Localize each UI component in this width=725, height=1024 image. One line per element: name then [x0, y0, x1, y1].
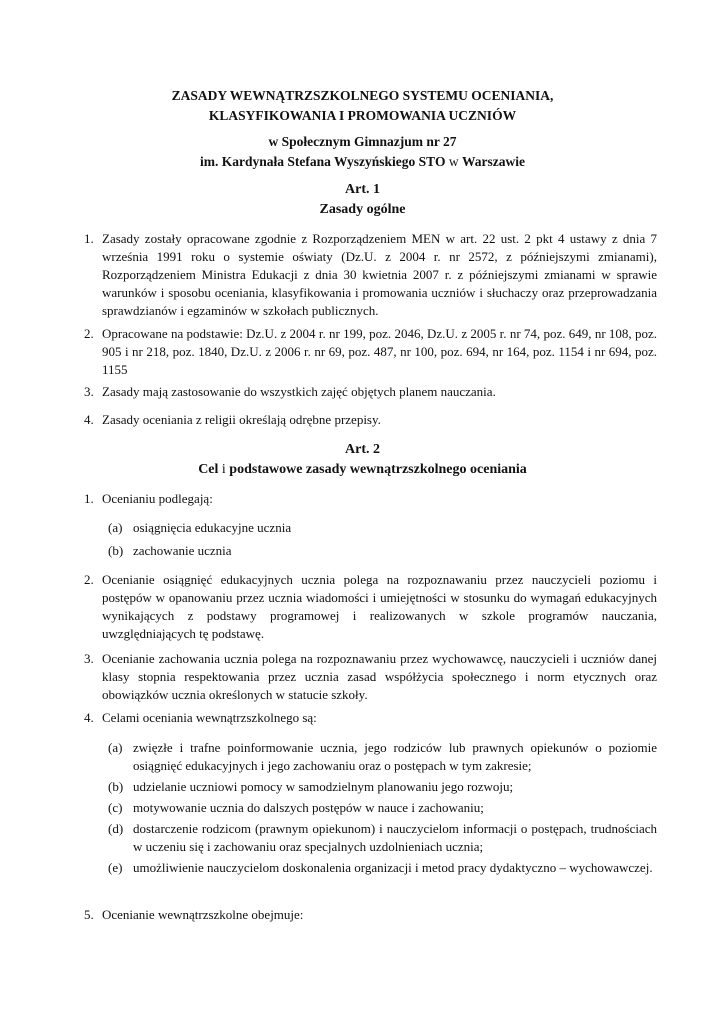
sub-item-label: (b) — [108, 779, 124, 794]
art-2-number: Art. 2 — [345, 442, 380, 457]
item-number: 4. — [84, 412, 94, 427]
document-title-line-1: ZASADY WEWNĄTRZSZKOLNEGO SYSTEMU OCENIANIA, — [171, 88, 554, 103]
item-text: Opracowane na podstawie: Dz.U. z 2004 r. nr 199, poz. 2046, Dz.U. z 2005 r. nr 74, poz. 649, nr 108, poz. 905 i nr 218, poz. 1840, Dz.U. z 2006 r. nr 69, poz. 487, nr 100, poz. 694, nr 164, poz. 1154 i nr 694, poz. 1155 — [102, 326, 657, 377]
art-1-item-4 — [84, 411, 657, 429]
item-number: 1. — [84, 231, 94, 246]
art-2-item-1-sub-b — [108, 542, 657, 560]
sub-item-label: (c) — [108, 800, 123, 815]
school-name-line-2 — [0, 152, 725, 172]
art-2-title-part-1: Cel — [198, 462, 219, 477]
sub-item-label: (a) — [108, 740, 123, 755]
item-number: 2. — [84, 326, 94, 341]
school-name — [0, 132, 725, 172]
sub-item-label: (b) — [108, 543, 124, 558]
art-2-item-1-sub-a — [108, 519, 657, 537]
item-text: Ocenianie wewnątrzszkolne obejmuje: — [102, 907, 304, 922]
sub-item-label: (d) — [108, 821, 124, 836]
art-2-item-4-sub-b — [108, 778, 657, 796]
item-number: 4. — [84, 710, 94, 725]
art-2-item-1 — [84, 490, 657, 508]
item-text: Celami oceniania wewnątrzszkolnego są: — [102, 710, 317, 725]
item-number: 3. — [84, 384, 94, 399]
school-patron: im. Kardynała Stefana Wyszyńskiego STO — [200, 154, 446, 169]
art-1-number: Art. 1 — [345, 182, 380, 197]
item-text: Zasady oceniania z religii określają odrębne przepisy. — [102, 412, 381, 427]
art-2-title-connector: i — [218, 462, 230, 477]
art-2-item-4-sub-d — [108, 820, 657, 856]
sub-item-text: osiągnięcia edukacyjne ucznia — [133, 520, 292, 535]
school-name-line-1: w Społecznym Gimnazjum nr 27 — [268, 134, 457, 149]
sub-item-text: umożliwienie nauczycielom doskonalenia organizacji i metod pracy dydaktyczno – wychowawczej. — [133, 860, 653, 875]
item-text: Ocenianiu podlegają: — [102, 491, 213, 506]
sub-item-text: motywowanie ucznia do dalszych postępów w nauce i zachowaniu; — [133, 800, 484, 815]
item-text: Ocenianie zachowania ucznia polega na rozpoznawaniu przez wychowawcę, nauczycieli i uczniów danej klasy stopnia respektowania przez ucznia zasad współżycia społecznego i norm etycznych oraz obowiązków ucznia określonych w statucie szkoły. — [102, 651, 657, 702]
school-city: Warszawie — [461, 154, 525, 169]
document-title-line-2: KLASYFIKOWANIA I PROMOWANIA UCZNIÓW — [208, 108, 517, 123]
item-number: 2. — [84, 572, 94, 587]
item-number: 1. — [84, 491, 94, 506]
document-title — [0, 86, 725, 126]
art-1-item-3 — [84, 383, 657, 401]
sub-item-text: udzielanie uczniowi pomocy w samodzielnym planowaniu jego rozwoju; — [133, 779, 514, 794]
art-2-item-5 — [84, 906, 657, 924]
art-2-heading — [0, 440, 725, 480]
art-2-title-part-2: podstawowe zasady wewnątrzszkolnego oceniania — [229, 462, 527, 477]
art-1-item-1 — [84, 230, 657, 320]
art-2-item-4-sub-a — [108, 739, 657, 775]
art-1-heading — [0, 180, 725, 220]
art-2-item-4-sub-c — [108, 799, 657, 817]
item-text: Ocenianie osiągnięć edukacyjnych ucznia polega na rozpoznawaniu przez nauczycieli poziomu i postępów w opanowaniu przez ucznia wiadomości i umiejętności w stosunku do wymagań edukacyjnych wynikających z podstawy programowej i realizowanych w szkole programów nauczania, uwzględniających tę podstawę. — [102, 572, 657, 641]
sub-item-label: (a) — [108, 520, 123, 535]
item-text: Zasady zostały opracowane zgodnie z Rozporządzeniem MEN w art. 22 ust. 2 pkt 4 ustawy z dnia 7 września 1991 roku o systemie oświaty (Dz.U. z 2004 r. nr 2572, z późniejszymi zmianami), Rozporządzeniem Ministra Edukacji z dnia 30 kwietnia 2007 r. z późniejszymi zmianami w sprawie warunków i sposobu oceniania, klasyfikowania i promowania uczniów i słuchaczy oraz przeprowadzania sprawdzianów i egzaminów w szkołach publicznych. — [102, 231, 657, 318]
school-connector: w — [445, 154, 462, 169]
sub-item-label: (e) — [108, 860, 123, 875]
art-2-item-2 — [84, 571, 657, 643]
art-1-title: Zasady ogólne — [319, 202, 406, 217]
art-2-item-4 — [84, 709, 657, 727]
sub-item-text: zwięzłe i trafne poinformowanie ucznia, jego rodziców lub prawnych opiekunów o poziomie osiągnięć edukacyjnych i jego zachowaniu oraz o postępach w tym zakresie; — [133, 740, 657, 773]
art-1-item-2 — [84, 325, 657, 379]
sub-item-text: zachowanie ucznia — [133, 543, 232, 558]
item-number: 5. — [84, 907, 94, 922]
item-text: Zasady mają zastosowanie do wszystkich zajęć objętych planem nauczania. — [102, 384, 496, 399]
sub-item-text: dostarczenie rodzicom (prawnym opiekunom) i nauczycielom informacji o postępach, trudnościach w uczeniu się i zachowaniu oraz specjalnych uzdolnieniach ucznia; — [133, 821, 657, 854]
art-2-item-4-sub-e — [108, 859, 657, 877]
art-2-title — [0, 460, 725, 480]
item-number: 3. — [84, 651, 94, 666]
art-2-item-3 — [84, 650, 657, 704]
